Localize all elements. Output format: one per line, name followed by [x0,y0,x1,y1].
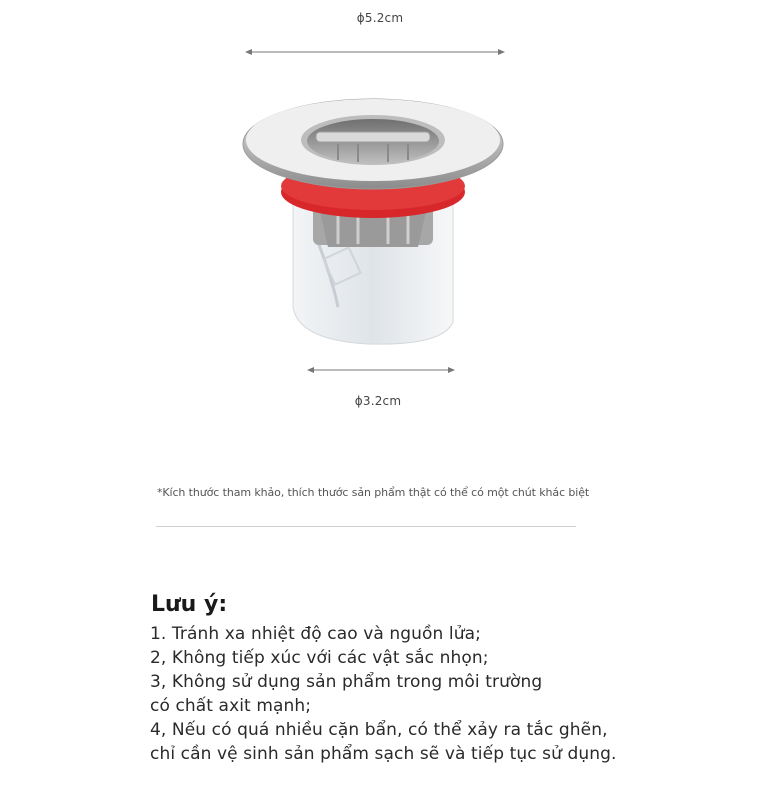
note-line: chỉ cần vệ sinh sản phẩm sạch sẽ và tiếp tục sử dụng. [150,744,617,764]
note-line: 1. Tránh xa nhiệt độ cao và nguồn lửa; [150,624,481,644]
notes-title: Lưu ý: [151,592,228,617]
floor-drain-strainer-image [238,82,508,352]
top-dimension-arrow [244,45,506,59]
bottom-dimension-arrow [306,363,456,377]
notes-list [150,622,617,766]
note-line: 3, Không sử dụng sản phẩm trong môi trường [150,672,543,692]
divider [156,526,576,527]
bottom-diameter-label: ϕ3.2cm [354,394,402,408]
note-line: 4, Nếu có quá nhiều cặn bẩn, có thể xảy ra tắc ghẽn, [150,720,608,740]
note-line: có chất axit mạnh; [150,696,312,716]
top-diameter-label: ϕ5.2cm [356,11,404,25]
note-line: 2, Không tiếp xúc với các vật sắc nhọn; [150,648,489,668]
size-disclaimer: *Kích thước tham khảo, thích thước sản phẩm thật có thể có một chút khác biệt [157,486,590,499]
